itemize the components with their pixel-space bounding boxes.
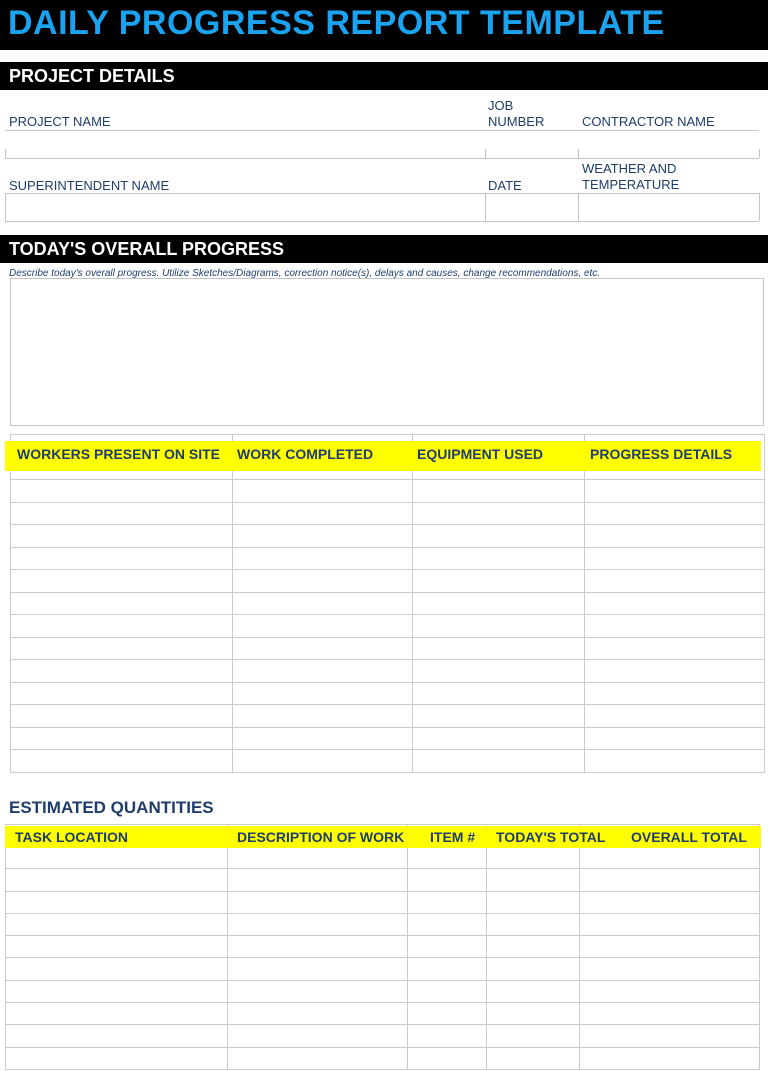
table-cell[interactable] <box>585 705 765 728</box>
table-cell[interactable] <box>11 615 233 638</box>
table-cell[interactable] <box>580 869 760 891</box>
table-cell[interactable] <box>580 936 760 958</box>
table-cell[interactable] <box>6 1047 228 1069</box>
table-row <box>11 615 765 638</box>
column-header-description-of-work: DESCRIPTION OF WORK <box>237 829 405 845</box>
divider <box>578 149 579 158</box>
column-header-item-number: ITEM # <box>430 829 476 845</box>
table-cell[interactable] <box>487 980 580 1002</box>
table-cell[interactable] <box>408 847 487 869</box>
table-row <box>11 682 765 705</box>
table-cell[interactable] <box>413 682 585 705</box>
table-cell[interactable] <box>233 525 413 548</box>
table-row <box>11 502 765 525</box>
table-row <box>11 592 765 615</box>
table-cell[interactable] <box>11 660 233 683</box>
table-row <box>6 1047 760 1069</box>
divider <box>5 158 759 159</box>
table-cell[interactable] <box>228 958 408 980</box>
table-cell[interactable] <box>585 682 765 705</box>
table-cell[interactable] <box>408 980 487 1002</box>
progress-description-box[interactable] <box>10 278 764 426</box>
table-cell[interactable] <box>233 502 413 525</box>
table-cell[interactable] <box>413 705 585 728</box>
table-cell[interactable] <box>11 705 233 728</box>
divider <box>759 193 760 221</box>
job-number-label: JOB NUMBER <box>488 98 545 129</box>
table-cell[interactable] <box>6 958 228 980</box>
quantities-table <box>5 824 760 1070</box>
table-row <box>6 869 760 891</box>
column-header-equipment-used: EQUIPMENT USED <box>417 446 544 462</box>
table-cell[interactable] <box>580 958 760 980</box>
date-label: DATE <box>488 178 522 193</box>
table-cell[interactable] <box>11 750 233 773</box>
table-cell[interactable] <box>233 682 413 705</box>
table-cell[interactable] <box>585 570 765 593</box>
table-cell[interactable] <box>585 502 765 525</box>
table-row <box>11 637 765 660</box>
table-cell[interactable] <box>11 547 233 570</box>
table-cell[interactable] <box>228 913 408 935</box>
table-cell[interactable] <box>228 1047 408 1069</box>
table-cell[interactable] <box>11 502 233 525</box>
table-row <box>11 660 765 683</box>
table-cell[interactable] <box>585 615 765 638</box>
table-cell[interactable] <box>585 480 765 503</box>
table-cell[interactable] <box>580 891 760 913</box>
table-row <box>6 980 760 1002</box>
project-details-bar <box>0 62 768 90</box>
contractor-name-label: CONTRACTOR NAME <box>582 114 715 129</box>
table-cell[interactable] <box>233 592 413 615</box>
table-row <box>6 1003 760 1025</box>
project-name-field <box>5 193 6 221</box>
table-cell[interactable] <box>6 891 228 913</box>
table-cell[interactable] <box>585 547 765 570</box>
table-cell[interactable] <box>228 869 408 891</box>
column-header-work-completed: WORK COMPLETED <box>237 446 374 462</box>
table-cell[interactable] <box>11 525 233 548</box>
table-row <box>11 570 765 593</box>
table-cell[interactable] <box>580 913 760 935</box>
table-cell[interactable] <box>487 1003 580 1025</box>
table-row <box>6 1025 760 1047</box>
table-cell[interactable] <box>413 502 585 525</box>
table-row <box>11 750 765 773</box>
table-cell[interactable] <box>408 869 487 891</box>
column-header-progress-details: PROGRESS DETAILS <box>590 446 733 462</box>
table-row <box>6 891 760 913</box>
table-cell[interactable] <box>487 958 580 980</box>
table-cell[interactable] <box>408 1003 487 1025</box>
column-header-workers: WORKERS PRESENT ON SITE <box>17 446 221 462</box>
table-cell[interactable] <box>580 1003 760 1025</box>
column-header-task-location: TASK LOCATION <box>15 829 129 845</box>
table-cell[interactable] <box>487 1047 580 1069</box>
table-row <box>11 480 765 503</box>
table-cell[interactable] <box>233 750 413 773</box>
table-cell[interactable] <box>11 727 233 750</box>
table-cell[interactable] <box>6 936 228 958</box>
table-cell[interactable] <box>487 847 580 869</box>
table-cell[interactable] <box>408 891 487 913</box>
table-cell[interactable] <box>487 869 580 891</box>
table-cell[interactable] <box>487 1025 580 1047</box>
table-cell[interactable] <box>233 547 413 570</box>
table-cell[interactable] <box>585 637 765 660</box>
table-cell[interactable] <box>6 869 228 891</box>
table-cell[interactable] <box>413 570 585 593</box>
table-cell[interactable] <box>228 936 408 958</box>
table-cell[interactable] <box>580 980 760 1002</box>
weather-field <box>578 193 579 221</box>
table-cell[interactable] <box>408 1025 487 1047</box>
table-row <box>6 936 760 958</box>
table-cell[interactable] <box>228 1025 408 1047</box>
table-row <box>11 727 765 750</box>
table-cell[interactable] <box>233 480 413 503</box>
table-cell[interactable] <box>233 570 413 593</box>
table-cell[interactable] <box>413 547 585 570</box>
overall-progress-heading: TODAY'S OVERALL PROGRESS <box>9 239 285 259</box>
column-header-todays-total: TODAY'S TOTAL <box>496 829 606 845</box>
table-row <box>11 525 765 548</box>
table-row <box>11 547 765 570</box>
table-cell[interactable] <box>233 705 413 728</box>
table-cell[interactable] <box>6 1025 228 1047</box>
report-title: DAILY PROGRESS REPORT TEMPLATE <box>8 4 665 42</box>
progress-instruction: Describe today's overall progress. Utilize Sketches/Diagrams, correction notice(s), delays and causes, change recommendations, etc. <box>9 268 601 279</box>
table-cell[interactable] <box>11 570 233 593</box>
date-field <box>485 193 486 221</box>
table-cell[interactable] <box>6 980 228 1002</box>
table-cell[interactable] <box>585 660 765 683</box>
divider <box>5 221 759 222</box>
divider <box>485 149 486 158</box>
project-name-label: PROJECT NAME <box>9 114 111 129</box>
table-cell[interactable] <box>228 847 408 869</box>
table-cell[interactable] <box>580 847 760 869</box>
table-cell[interactable] <box>228 1003 408 1025</box>
project-details-heading: PROJECT DETAILS <box>9 66 175 86</box>
table-cell[interactable] <box>228 980 408 1002</box>
table-cell[interactable] <box>413 480 585 503</box>
table-cell[interactable] <box>6 913 228 935</box>
table-cell[interactable] <box>408 958 487 980</box>
table-cell[interactable] <box>580 1025 760 1047</box>
table-cell[interactable] <box>11 637 233 660</box>
table-cell[interactable] <box>487 891 580 913</box>
table-cell[interactable] <box>11 592 233 615</box>
weather-label: WEATHER AND TEMPERATURE <box>582 161 680 192</box>
table-cell[interactable] <box>11 682 233 705</box>
divider <box>5 149 6 158</box>
table-cell[interactable] <box>413 750 585 773</box>
table-cell[interactable] <box>228 891 408 913</box>
divider <box>5 193 759 194</box>
title-bar <box>0 0 768 50</box>
table-cell[interactable] <box>6 1003 228 1025</box>
overall-progress-bar <box>0 235 768 263</box>
table-cell[interactable] <box>585 750 765 773</box>
table-cell[interactable] <box>233 615 413 638</box>
table-row <box>6 958 760 980</box>
table-cell[interactable] <box>585 592 765 615</box>
estimated-quantities-heading: ESTIMATED QUANTITIES <box>9 798 214 817</box>
divider <box>759 149 760 158</box>
divider <box>5 130 759 131</box>
table-cell[interactable] <box>233 727 413 750</box>
column-header-overall-total: OVERALL TOTAL <box>631 829 747 845</box>
table-cell[interactable] <box>6 847 228 869</box>
progress-table <box>10 434 765 773</box>
table-cell[interactable] <box>408 913 487 935</box>
table-row <box>6 913 760 935</box>
table-cell[interactable] <box>413 615 585 638</box>
table-cell[interactable] <box>233 660 413 683</box>
table-cell[interactable] <box>413 637 585 660</box>
table-cell[interactable] <box>11 480 233 503</box>
table-cell[interactable] <box>585 525 765 548</box>
table-cell[interactable] <box>413 525 585 548</box>
table-cell[interactable] <box>413 660 585 683</box>
table-row <box>6 847 760 869</box>
table-cell[interactable] <box>233 637 413 660</box>
table-cell[interactable] <box>585 727 765 750</box>
superintendent-name-label: SUPERINTENDENT NAME <box>9 178 170 193</box>
table-row <box>11 705 765 728</box>
table-cell[interactable] <box>487 913 580 935</box>
table-cell[interactable] <box>408 936 487 958</box>
table-cell[interactable] <box>408 1047 487 1069</box>
table-cell[interactable] <box>413 592 585 615</box>
table-cell[interactable] <box>487 936 580 958</box>
table-cell[interactable] <box>580 1047 760 1069</box>
table-cell[interactable] <box>413 727 585 750</box>
